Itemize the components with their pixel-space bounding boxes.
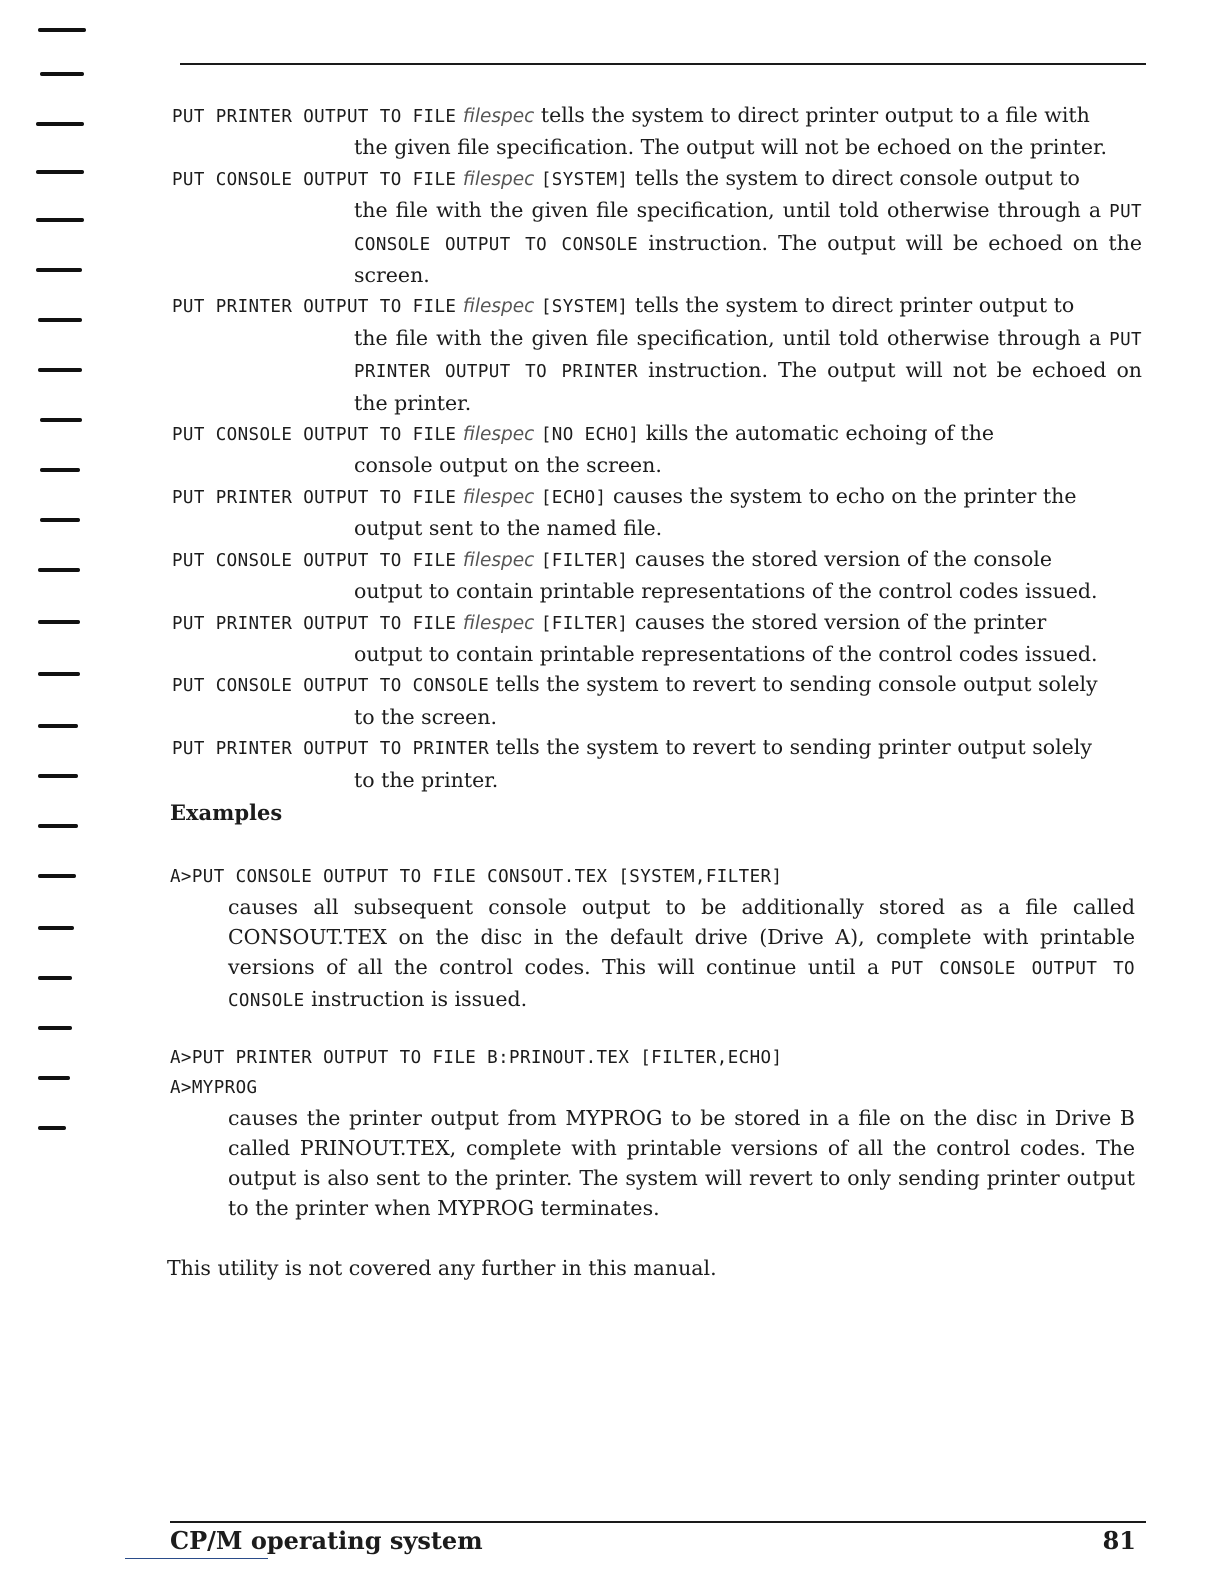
- definition-text: causes the system to echo on the printer the: [612, 483, 1077, 508]
- binding-mark: [38, 1026, 72, 1030]
- definition-lead: [172, 732, 1142, 764]
- continuation-text: the file with the given file specification, until told otherwise through a: [354, 325, 1102, 350]
- binding-mark: [38, 1076, 70, 1080]
- binding-mark: [38, 1126, 66, 1130]
- binding-mark: [36, 122, 84, 126]
- inline-command: PUT PRINTER OUTPUT TO PRINTER: [354, 329, 1142, 383]
- command-code: PUT CONSOLE OUTPUT TO FILE: [172, 169, 457, 190]
- example-1: [170, 862, 1135, 1016]
- filespec-arg: filespec: [462, 424, 535, 446]
- filespec-arg: filespec: [462, 549, 535, 571]
- binding-mark: [38, 28, 86, 32]
- example-command: A>PUT PRINTER OUTPUT TO FILE B:PRINOUT.TEX [FILTER,ECHO]: [170, 1048, 783, 1068]
- example-2: [170, 1043, 1135, 1223]
- definition-item: [172, 290, 1142, 418]
- command-option: [SYSTEM]: [540, 169, 629, 190]
- command-code: PUT PRINTER OUTPUT TO PRINTER: [172, 739, 490, 760]
- command-option: [FILTER]: [540, 550, 629, 571]
- definition-continuation: to the printer.: [354, 767, 499, 792]
- command-code: PUT CONSOLE OUTPUT TO CONSOLE: [172, 676, 490, 697]
- definition-text: causes the stored version of the printer: [634, 609, 1047, 634]
- command-definitions: [172, 100, 1142, 795]
- definition-text: tells the system to direct printer output to a file with: [540, 103, 1090, 127]
- definition-text: tells the system to direct printer output to: [634, 293, 1075, 318]
- footer-rule: [170, 1521, 1146, 1523]
- definition-lead: [172, 607, 1142, 639]
- binding-mark: [36, 170, 84, 174]
- inline-command: PUT CONSOLE OUTPUT TO CONSOLE: [354, 202, 1142, 255]
- binding-mark: [36, 268, 82, 272]
- definition-lead: [172, 100, 1142, 132]
- definition-continuation: output sent to the named file.: [354, 516, 663, 541]
- footer-title: CP/M operating system: [170, 1526, 483, 1555]
- command-code: PUT PRINTER OUTPUT TO FILE: [172, 297, 457, 318]
- binding-mark: [40, 418, 82, 422]
- binding-mark: [40, 518, 80, 522]
- command-option: [SYSTEM]: [540, 297, 629, 318]
- inline-command: PUT CONSOLE OUTPUT TO CONSOLE: [228, 959, 1135, 1011]
- definition-lead: [172, 481, 1142, 513]
- binding-mark: [38, 824, 78, 828]
- definition-continuation: [172, 323, 1142, 418]
- example-description: causes the printer output from MYPROG to be stored in a file on the disc in Drive B called PRINOUT.TEX, complete with printable versions of all the control codes. The output is also sent to the printer. The system will revert to only sending printer output to the printer when MYPROG terminates.: [228, 1106, 1135, 1220]
- definition-continuation: the given file specification. The output will not be echoed on the printer.: [354, 135, 1108, 160]
- binding-mark: [38, 724, 78, 728]
- binding-mark: [38, 620, 80, 624]
- definition-item: [172, 481, 1142, 544]
- binding-mark: [38, 318, 82, 322]
- binding-mark: [38, 368, 82, 372]
- example-command: A>MYPROG: [170, 1078, 258, 1098]
- binding-edge: [30, 0, 90, 1584]
- example-command: A>PUT CONSOLE OUTPUT TO FILE CONSOUT.TEX [SYSTEM,FILTER]: [170, 867, 783, 887]
- binding-mark: [38, 568, 80, 572]
- definition-item: [172, 418, 1142, 481]
- definition-text: kills the automatic echoing of the: [645, 421, 995, 446]
- definition-item: [172, 544, 1142, 607]
- continuation-text: the file with the given file specification, until told otherwise through a: [354, 198, 1102, 223]
- definition-continuation: console output on the screen.: [354, 453, 662, 478]
- definition-lead: [172, 290, 1142, 322]
- definition-text: causes the stored version of the console: [634, 546, 1052, 571]
- definition-text: tells the system to revert to sending console output solely: [495, 672, 1098, 697]
- description-text: instruction is issued.: [311, 987, 528, 1011]
- definition-item: [172, 732, 1142, 795]
- binding-mark: [38, 672, 80, 676]
- definition-item: [172, 100, 1142, 163]
- definition-item: [172, 163, 1142, 291]
- command-code: PUT CONSOLE OUTPUT TO FILE: [172, 550, 457, 571]
- command-code: PUT PRINTER OUTPUT TO FILE: [172, 487, 457, 508]
- filespec-arg: filespec: [462, 168, 535, 190]
- definition-text: tells the system to direct console output to: [634, 165, 1080, 190]
- command-option: [NO ECHO]: [540, 425, 640, 446]
- definition-continuation: output to contain printable representations of the control codes issued.: [354, 579, 1098, 604]
- description-text: causes all subsequent console output to be additionally stored as a file called CONSOUT.TEX on the disc in the default drive (Drive A), complete with printable versions of all the control codes. This will continue until a: [228, 895, 1135, 979]
- binding-mark: [38, 926, 74, 930]
- binding-mark: [40, 468, 80, 472]
- filespec-arg: filespec: [462, 106, 535, 127]
- binding-mark: [38, 774, 78, 778]
- definition-item: [172, 669, 1142, 732]
- command-code: PUT CONSOLE OUTPUT TO FILE: [172, 425, 457, 446]
- definition-lead: [172, 418, 1142, 450]
- definition-text: tells the system to revert to sending printer output solely: [495, 735, 1092, 760]
- binding-mark: [38, 874, 76, 878]
- filespec-arg: filespec: [462, 296, 535, 318]
- example-description: [228, 892, 1135, 1016]
- command-code: PUT PRINTER OUTPUT TO FILE: [172, 613, 457, 634]
- filespec-arg: filespec: [462, 612, 535, 634]
- header-rule: [180, 63, 1146, 65]
- binding-mark: [36, 218, 84, 222]
- binding-mark: [38, 976, 72, 980]
- continuation-text: instruction. The output will not be echoed on the printer.: [354, 358, 1142, 415]
- definition-continuation: to the screen.: [354, 704, 497, 729]
- command-option: [ECHO]: [540, 487, 607, 508]
- definition-lead: [172, 669, 1142, 701]
- command-code: PUT PRINTER OUTPUT TO FILE: [172, 107, 457, 127]
- continuation-text: instruction. The output will be echoed on the screen.: [354, 230, 1142, 288]
- filespec-arg: filespec: [462, 486, 535, 508]
- definition-continuation: [172, 195, 1142, 290]
- footer-underline: [125, 1558, 268, 1559]
- command-option: [FILTER]: [540, 613, 629, 634]
- definition-item: [172, 607, 1142, 670]
- definition-continuation: output to contain printable representations of the control codes issued.: [354, 641, 1098, 666]
- closing-note: This utility is not covered any further in this manual.: [167, 1256, 717, 1280]
- binding-mark: [40, 72, 84, 76]
- examples-heading: Examples: [170, 800, 283, 825]
- definition-lead: [172, 544, 1142, 576]
- page-number: 81: [1102, 1526, 1136, 1555]
- definition-lead: [172, 163, 1142, 195]
